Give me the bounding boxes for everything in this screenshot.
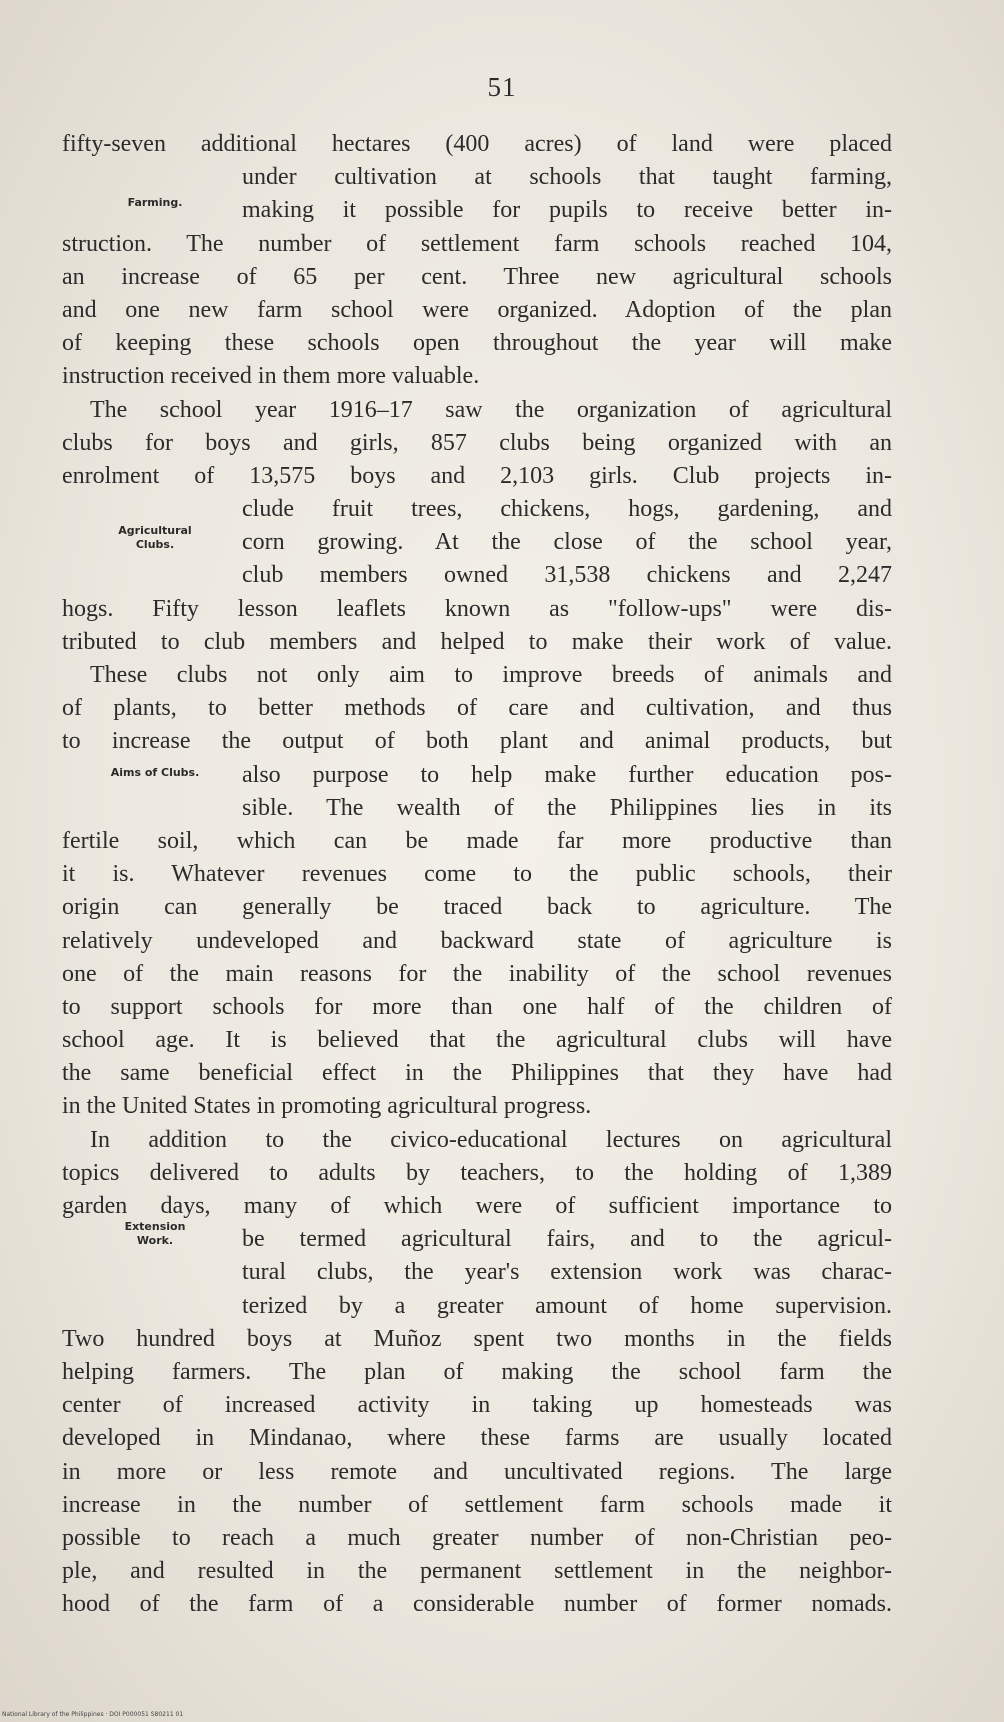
text-line: topics delivered to adults by teachers, to the holding of 1,389 xyxy=(62,1159,892,1186)
text-line: terized by a greater amount of home supervision. xyxy=(242,1292,892,1319)
text-line: in more or less remote and uncultivated regions. The large xyxy=(62,1458,892,1485)
text-line: in the United States in promoting agricultural progress. xyxy=(62,1093,592,1120)
text-line: developed in Mindanao, where these farms are usually located xyxy=(62,1425,892,1452)
sidenote-agricultural-clubs-line1: Agricultural xyxy=(118,524,192,537)
text-line: ple, and resulted in the permanent settlement in the neighbor- xyxy=(62,1558,892,1585)
text-line: under cultivation at schools that taught farming, xyxy=(242,164,892,191)
text-line: garden days, many of which were of sufficient importance to xyxy=(62,1193,892,1219)
text-line: fifty-seven additional hectares (400 acres) of land were placed xyxy=(62,131,892,157)
text-line: clubs for boys and girls, 857 clubs being organized with an xyxy=(62,429,892,456)
text-line: the same beneficial effect in the Philippines that they have had xyxy=(62,1060,892,1087)
sidenote-extension-work-line2: Work. xyxy=(136,1234,174,1247)
page-number: 51 xyxy=(487,72,517,102)
text-line: one of the main reasons for the inability of the school revenues xyxy=(62,960,892,987)
sidenote-extension-work-line1: Extension xyxy=(124,1220,186,1233)
text-line: of keeping these schools open throughout the year will make xyxy=(62,330,892,357)
archive-footer: National Library of the Philippines · DOI P000051 S80211 01 xyxy=(2,1711,184,1718)
text-line: Two hundred boys at Muñoz spent two months in the fields xyxy=(62,1325,892,1352)
text-line: to support schools for more than one half of the children of xyxy=(62,993,892,1020)
text-line: clude fruit trees, chickens, hogs, gardening, and xyxy=(242,496,892,523)
text-line: enrolment of 13,575 boys and 2,103 girls. Club projects in- xyxy=(62,462,892,489)
text-line: school age. It is believed that the agricultural clubs will have xyxy=(62,1027,892,1054)
text-line: tributed to club members and helped to make their work of value. xyxy=(62,628,892,655)
sidenote-aims-of-clubs-label: Aims of Clubs. xyxy=(110,766,200,779)
text-line: hogs. Fifty lesson leaflets known as "follow-ups" were dis- xyxy=(62,595,892,622)
text-line: origin can generally be traced back to agriculture. The xyxy=(62,894,892,921)
text-line: hood of the farm of a considerable number of former nomads. xyxy=(62,1591,892,1618)
text-line: increase in the number of settlement farm schools made it xyxy=(62,1491,892,1518)
text-line: possible to reach a much greater number of non-Christian peo- xyxy=(62,1524,892,1551)
text-line: The school year 1916–17 saw the organization of agricultural xyxy=(90,396,892,423)
text-line: center of increased activity in taking up homesteads was xyxy=(62,1392,892,1419)
text-line: These clubs not only aim to improve breeds of animals and xyxy=(90,662,892,688)
text-line: tural clubs, the year's extension work was charac- xyxy=(242,1259,892,1286)
text-line: and one new farm school were organized. Adoption of the plan xyxy=(62,296,892,323)
body-text xyxy=(62,128,892,1621)
text-line: instruction received in them more valuable. xyxy=(62,363,480,390)
text-line: of plants, to better methods of care and cultivation, and thus xyxy=(62,695,892,722)
text-line: making it possible for pupils to receive better in- xyxy=(242,197,892,224)
sidenote-farming-label: Farming. xyxy=(127,196,183,209)
text-line: an increase of 65 per cent. Three new agricultural schools xyxy=(62,263,892,290)
text-line: struction. The number of settlement farm schools reached 104, xyxy=(62,230,892,257)
text-line: helping farmers. The plan of making the school farm the xyxy=(62,1358,892,1385)
text-line: also purpose to help make further education pos- xyxy=(242,761,892,788)
text-line: In addition to the civico-educational lectures on agricultural xyxy=(90,1126,892,1153)
text-line: sible. The wealth of the Philippines lies in its xyxy=(242,794,892,821)
text-line: fertile soil, which can be made far more productive than xyxy=(62,827,892,854)
text-line: relatively undeveloped and backward state of agriculture is xyxy=(62,927,892,954)
text-line: to increase the output of both plant and animal products, but xyxy=(62,728,892,755)
text-line: club members owned 31,538 chickens and 2,247 xyxy=(242,562,892,589)
sidenote-agricultural-clubs-line2: Clubs. xyxy=(135,538,175,551)
text-line: be termed agricultural fairs, and to the agricul- xyxy=(242,1226,892,1253)
text-line: corn growing. At the close of the school year, xyxy=(242,529,892,556)
text-line: it is. Whatever revenues come to the public schools, their xyxy=(62,861,892,888)
